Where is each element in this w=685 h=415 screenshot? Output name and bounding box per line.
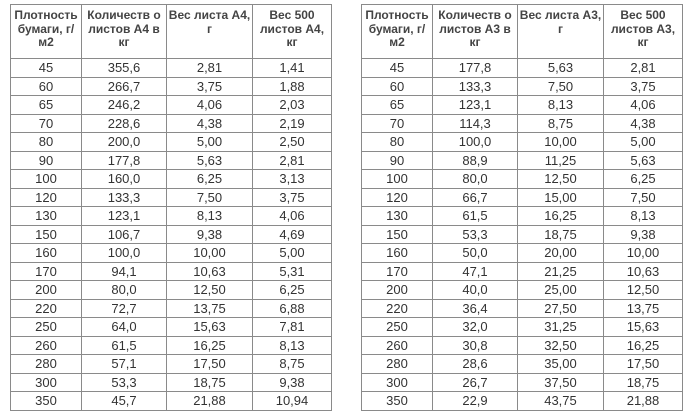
cell-ream-weight: 13,75 xyxy=(604,299,683,318)
table-row xyxy=(11,355,332,374)
cell-density: 300 xyxy=(362,373,433,392)
table-row xyxy=(11,373,332,392)
table-row xyxy=(11,281,332,300)
cell-sheets-per-kg: 53,3 xyxy=(82,373,167,392)
cell-sheet-weight: 43,75 xyxy=(518,392,604,411)
header-density: Плотность бумаги, г/м2 xyxy=(362,5,433,59)
table-row xyxy=(11,77,332,96)
paper-weight-table-a3 xyxy=(361,4,683,411)
cell-density: 120 xyxy=(362,188,433,207)
cell-sheet-weight: 5,00 xyxy=(167,133,253,152)
cell-ream-weight: 6,25 xyxy=(604,170,683,189)
cell-sheet-weight: 11,25 xyxy=(518,151,604,170)
cell-sheet-weight: 21,88 xyxy=(167,392,253,411)
cell-sheets-per-kg: 45,7 xyxy=(82,392,167,411)
table-row xyxy=(362,170,683,189)
table-row xyxy=(362,318,683,337)
cell-ream-weight: 5,00 xyxy=(253,244,332,263)
cell-sheets-per-kg: 88,9 xyxy=(433,151,518,170)
cell-sheets-per-kg: 80,0 xyxy=(82,281,167,300)
cell-sheets-per-kg: 64,0 xyxy=(82,318,167,337)
table-row xyxy=(362,336,683,355)
cell-sheet-weight: 10,00 xyxy=(518,133,604,152)
paper-weight-table-a4 xyxy=(10,4,332,411)
table-row xyxy=(362,188,683,207)
table-row xyxy=(362,262,683,281)
cell-sheet-weight: 31,25 xyxy=(518,318,604,337)
cell-ream-weight: 10,63 xyxy=(604,262,683,281)
cell-sheets-per-kg: 246,2 xyxy=(82,96,167,115)
table-row xyxy=(362,225,683,244)
cell-sheet-weight: 13,75 xyxy=(167,299,253,318)
header-sheet-weight: Вес листа А3, г xyxy=(518,5,604,59)
table-row xyxy=(362,133,683,152)
header-density: Плотность бумаги, г/м2 xyxy=(11,5,82,59)
cell-sheet-weight: 32,50 xyxy=(518,336,604,355)
cell-sheets-per-kg: 94,1 xyxy=(82,262,167,281)
header-ream-weight: Вес 500 листов А3, кг xyxy=(604,5,683,59)
cell-sheets-per-kg: 266,7 xyxy=(82,77,167,96)
cell-sheet-weight: 8,75 xyxy=(518,114,604,133)
cell-sheet-weight: 18,75 xyxy=(167,373,253,392)
table-row xyxy=(11,244,332,263)
cell-density: 90 xyxy=(362,151,433,170)
table-row xyxy=(362,355,683,374)
cell-sheets-per-kg: 100,0 xyxy=(82,244,167,263)
cell-ream-weight: 1,88 xyxy=(253,77,332,96)
header-sheets-per-kg: Количеств о листов А4 в кг xyxy=(82,5,167,59)
cell-density: 60 xyxy=(362,77,433,96)
cell-ream-weight: 3,13 xyxy=(253,170,332,189)
cell-sheets-per-kg: 228,6 xyxy=(82,114,167,133)
cell-sheets-per-kg: 200,0 xyxy=(82,133,167,152)
cell-density: 160 xyxy=(11,244,82,263)
cell-ream-weight: 2,03 xyxy=(253,96,332,115)
cell-sheet-weight: 15,00 xyxy=(518,188,604,207)
cell-density: 100 xyxy=(362,170,433,189)
cell-density: 170 xyxy=(11,262,82,281)
table-row xyxy=(11,114,332,133)
table-row xyxy=(362,59,683,78)
cell-sheets-per-kg: 40,0 xyxy=(433,281,518,300)
cell-sheets-per-kg: 72,7 xyxy=(82,299,167,318)
table-row xyxy=(11,151,332,170)
cell-sheets-per-kg: 61,5 xyxy=(82,336,167,355)
cell-density: 100 xyxy=(11,170,82,189)
cell-ream-weight: 10,94 xyxy=(253,392,332,411)
cell-sheets-per-kg: 22,9 xyxy=(433,392,518,411)
cell-ream-weight: 17,50 xyxy=(604,355,683,374)
cell-sheets-per-kg: 177,8 xyxy=(433,59,518,78)
table-row xyxy=(11,207,332,226)
table-row xyxy=(11,188,332,207)
cell-sheets-per-kg: 114,3 xyxy=(433,114,518,133)
cell-density: 65 xyxy=(362,96,433,115)
cell-ream-weight: 3,75 xyxy=(604,77,683,96)
cell-ream-weight: 8,13 xyxy=(604,207,683,226)
cell-sheet-weight: 18,75 xyxy=(518,225,604,244)
cell-ream-weight: 5,00 xyxy=(604,133,683,152)
cell-ream-weight: 2,81 xyxy=(604,59,683,78)
cell-sheet-weight: 17,50 xyxy=(167,355,253,374)
table-row xyxy=(11,170,332,189)
cell-sheets-per-kg: 28,6 xyxy=(433,355,518,374)
table-header-row xyxy=(11,5,332,59)
cell-density: 130 xyxy=(362,207,433,226)
cell-density: 260 xyxy=(11,336,82,355)
cell-density: 350 xyxy=(11,392,82,411)
cell-sheets-per-kg: 32,0 xyxy=(433,318,518,337)
table-row xyxy=(362,151,683,170)
cell-ream-weight: 21,88 xyxy=(604,392,683,411)
cell-sheets-per-kg: 160,0 xyxy=(82,170,167,189)
cell-sheet-weight: 12,50 xyxy=(167,281,253,300)
header-sheets-per-kg: Количеств о листов А3 в кг xyxy=(433,5,518,59)
cell-sheet-weight: 5,63 xyxy=(518,59,604,78)
cell-density: 350 xyxy=(362,392,433,411)
cell-ream-weight: 10,00 xyxy=(604,244,683,263)
header-ream-weight: Вес 500 листов А4, кг xyxy=(253,5,332,59)
cell-density: 80 xyxy=(362,133,433,152)
cell-density: 70 xyxy=(11,114,82,133)
cell-density: 80 xyxy=(11,133,82,152)
cell-sheets-per-kg: 123,1 xyxy=(82,207,167,226)
cell-ream-weight: 7,50 xyxy=(604,188,683,207)
cell-ream-weight: 1,41 xyxy=(253,59,332,78)
cell-ream-weight: 3,75 xyxy=(253,188,332,207)
cell-density: 45 xyxy=(11,59,82,78)
cell-sheet-weight: 8,13 xyxy=(167,207,253,226)
cell-sheet-weight: 10,63 xyxy=(167,262,253,281)
cell-density: 70 xyxy=(362,114,433,133)
table-row xyxy=(11,59,332,78)
table-row xyxy=(362,299,683,318)
table-row xyxy=(11,225,332,244)
cell-sheet-weight: 16,25 xyxy=(167,336,253,355)
cell-ream-weight: 4,06 xyxy=(604,96,683,115)
cell-sheets-per-kg: 50,0 xyxy=(433,244,518,263)
table-row xyxy=(362,392,683,411)
cell-density: 250 xyxy=(362,318,433,337)
cell-density: 220 xyxy=(11,299,82,318)
table-row xyxy=(362,244,683,263)
cell-sheet-weight: 10,00 xyxy=(167,244,253,263)
cell-sheet-weight: 2,81 xyxy=(167,59,253,78)
cell-sheets-per-kg: 100,0 xyxy=(433,133,518,152)
cell-density: 130 xyxy=(11,207,82,226)
cell-density: 200 xyxy=(362,281,433,300)
cell-ream-weight: 4,06 xyxy=(253,207,332,226)
table-row xyxy=(362,114,683,133)
cell-ream-weight: 7,81 xyxy=(253,318,332,337)
cell-density: 250 xyxy=(11,318,82,337)
cell-ream-weight: 16,25 xyxy=(604,336,683,355)
cell-sheet-weight: 9,38 xyxy=(167,225,253,244)
cell-density: 150 xyxy=(362,225,433,244)
header-sheet-weight: Вес листа А4, г xyxy=(167,5,253,59)
cell-density: 220 xyxy=(362,299,433,318)
cell-sheets-per-kg: 61,5 xyxy=(433,207,518,226)
cell-sheet-weight: 15,63 xyxy=(167,318,253,337)
table-row xyxy=(11,133,332,152)
cell-ream-weight: 2,19 xyxy=(253,114,332,133)
table-header-row xyxy=(362,5,683,59)
cell-sheets-per-kg: 106,7 xyxy=(82,225,167,244)
cell-ream-weight: 2,50 xyxy=(253,133,332,152)
cell-ream-weight: 18,75 xyxy=(604,373,683,392)
cell-sheet-weight: 6,25 xyxy=(167,170,253,189)
table-row xyxy=(11,299,332,318)
cell-ream-weight: 6,25 xyxy=(253,281,332,300)
cell-ream-weight: 2,81 xyxy=(253,151,332,170)
cell-density: 300 xyxy=(11,373,82,392)
cell-density: 160 xyxy=(362,244,433,263)
cell-density: 170 xyxy=(362,262,433,281)
cell-ream-weight: 6,88 xyxy=(253,299,332,318)
cell-density: 200 xyxy=(11,281,82,300)
table-row xyxy=(11,96,332,115)
cell-ream-weight: 9,38 xyxy=(604,225,683,244)
cell-sheets-per-kg: 47,1 xyxy=(433,262,518,281)
table-row xyxy=(11,262,332,281)
cell-ream-weight: 4,69 xyxy=(253,225,332,244)
table-row xyxy=(11,392,332,411)
table-row xyxy=(362,373,683,392)
cell-sheets-per-kg: 30,8 xyxy=(433,336,518,355)
cell-density: 90 xyxy=(11,151,82,170)
cell-sheet-weight: 21,25 xyxy=(518,262,604,281)
cell-density: 120 xyxy=(11,188,82,207)
cell-sheets-per-kg: 133,3 xyxy=(433,77,518,96)
cell-sheet-weight: 4,38 xyxy=(167,114,253,133)
cell-sheets-per-kg: 133,3 xyxy=(82,188,167,207)
table-row xyxy=(362,77,683,96)
cell-sheets-per-kg: 355,6 xyxy=(82,59,167,78)
cell-sheets-per-kg: 80,0 xyxy=(433,170,518,189)
cell-sheet-weight: 8,13 xyxy=(518,96,604,115)
cell-density: 45 xyxy=(362,59,433,78)
cell-ream-weight: 8,13 xyxy=(253,336,332,355)
cell-density: 65 xyxy=(11,96,82,115)
cell-sheet-weight: 25,00 xyxy=(518,281,604,300)
cell-density: 150 xyxy=(11,225,82,244)
table-row xyxy=(362,207,683,226)
table-row xyxy=(11,336,332,355)
cell-density: 280 xyxy=(362,355,433,374)
cell-sheet-weight: 20,00 xyxy=(518,244,604,263)
cell-ream-weight: 9,38 xyxy=(253,373,332,392)
cell-sheets-per-kg: 57,1 xyxy=(82,355,167,374)
table-row xyxy=(362,96,683,115)
cell-ream-weight: 8,75 xyxy=(253,355,332,374)
table-row xyxy=(362,281,683,300)
cell-ream-weight: 5,63 xyxy=(604,151,683,170)
cell-sheet-weight: 27,50 xyxy=(518,299,604,318)
cell-sheet-weight: 5,63 xyxy=(167,151,253,170)
cell-sheet-weight: 16,25 xyxy=(518,207,604,226)
cell-sheets-per-kg: 123,1 xyxy=(433,96,518,115)
cell-sheets-per-kg: 66,7 xyxy=(433,188,518,207)
cell-sheet-weight: 12,50 xyxy=(518,170,604,189)
cell-sheet-weight: 35,00 xyxy=(518,355,604,374)
cell-ream-weight: 15,63 xyxy=(604,318,683,337)
cell-density: 260 xyxy=(362,336,433,355)
cell-sheet-weight: 3,75 xyxy=(167,77,253,96)
cell-sheet-weight: 7,50 xyxy=(518,77,604,96)
cell-sheet-weight: 4,06 xyxy=(167,96,253,115)
cell-density: 280 xyxy=(11,355,82,374)
cell-sheet-weight: 7,50 xyxy=(167,188,253,207)
cell-sheets-per-kg: 26,7 xyxy=(433,373,518,392)
cell-sheets-per-kg: 36,4 xyxy=(433,299,518,318)
cell-ream-weight: 4,38 xyxy=(604,114,683,133)
cell-sheets-per-kg: 53,3 xyxy=(433,225,518,244)
cell-ream-weight: 12,50 xyxy=(604,281,683,300)
table-row xyxy=(11,318,332,337)
cell-ream-weight: 5,31 xyxy=(253,262,332,281)
cell-density: 60 xyxy=(11,77,82,96)
cell-sheet-weight: 37,50 xyxy=(518,373,604,392)
cell-sheets-per-kg: 177,8 xyxy=(82,151,167,170)
